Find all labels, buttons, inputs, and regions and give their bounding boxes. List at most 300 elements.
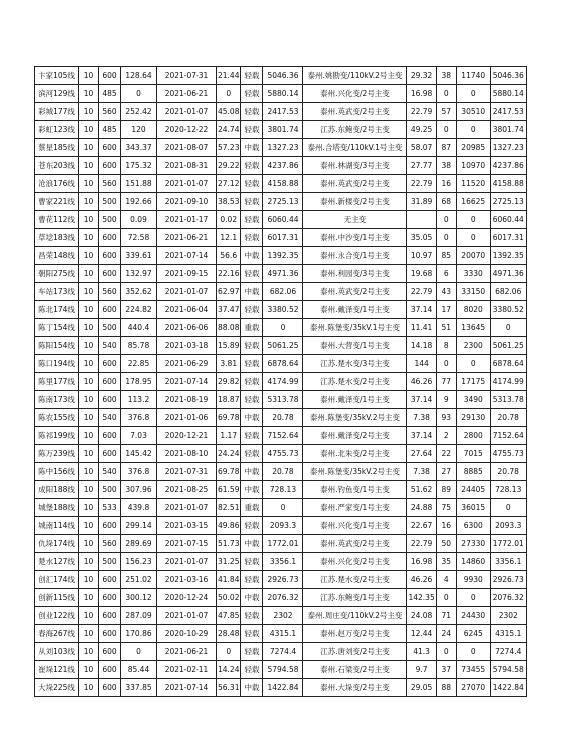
table-cell: 8885 (456, 463, 490, 481)
table-cell: 600 (99, 391, 121, 409)
table-cell: 陈祁199线 (35, 427, 79, 445)
table-row (35, 157, 527, 175)
table-cell: 轻载 (241, 211, 263, 229)
table-cell: 24 (436, 625, 456, 643)
table-cell: 2021-01-07 (157, 553, 217, 571)
table-cell: 0 (456, 211, 490, 229)
table-cell: 2021-07-14 (157, 679, 217, 697)
table-cell: 轻载 (241, 355, 263, 373)
table-cell: 江苏.东鲍变/2号主变 (303, 121, 407, 139)
table-row (35, 373, 527, 391)
table-cell: 0 (456, 643, 490, 661)
table-cell: 600 (99, 247, 121, 265)
table-cell: 4971.36 (263, 265, 303, 283)
table-cell: 2021-06-04 (157, 301, 217, 319)
table-cell: 6878.64 (490, 355, 526, 373)
table-cell: 88 (436, 679, 456, 697)
table-cell: 2093.3 (490, 517, 526, 535)
table-cell: 轻载 (241, 373, 263, 391)
table-cell: 56.31 (217, 679, 241, 697)
table-cell: 10 (79, 445, 99, 463)
table-cell (407, 211, 436, 229)
table-cell: 重载 (241, 499, 263, 517)
table-cell: 27.77 (407, 157, 436, 175)
table-cell: 18.87 (217, 391, 241, 409)
table-cell: 轻载 (241, 643, 263, 661)
table-cell: 20.78 (263, 463, 303, 481)
table-cell: 10 (79, 553, 99, 571)
table-cell: 728.13 (490, 481, 526, 499)
table-cell: 创新115线 (35, 589, 79, 607)
table-cell: 泰州.合塔变/110kV.1号主变 (303, 139, 407, 157)
table-cell: 14860 (456, 553, 490, 571)
table-cell: 287.09 (121, 607, 157, 625)
table-row (35, 391, 527, 409)
table-cell: 泰州.周庄变/110kV.2号主变 (303, 607, 407, 625)
table-cell: 85.78 (121, 337, 157, 355)
table-cell: 16 (436, 175, 456, 193)
table-cell: 22.79 (407, 103, 436, 121)
table-cell: 泰州.戴泽变/1号主变 (303, 301, 407, 319)
table-cell: 19.68 (407, 265, 436, 283)
table-cell: 29.05 (407, 679, 436, 697)
table-cell: 10 (79, 229, 99, 247)
table-cell: 41.84 (217, 571, 241, 589)
table-cell: 10 (79, 265, 99, 283)
table-cell: 35 (436, 553, 456, 571)
data-table (34, 66, 527, 697)
table-cell: 69.78 (217, 463, 241, 481)
table-cell: 0 (436, 85, 456, 103)
table-cell: 苍东203线 (35, 157, 79, 175)
table-row (35, 409, 527, 427)
table-cell: 2021-06-21 (157, 643, 217, 661)
table-cell: 3801.74 (263, 121, 303, 139)
table-cell: 500 (99, 193, 121, 211)
table-row (35, 283, 527, 301)
table-cell: 24.24 (217, 445, 241, 463)
table-row (35, 643, 527, 661)
table-cell: 中载 (241, 589, 263, 607)
table-cell: 泰州.永合变/1号主变 (303, 247, 407, 265)
table-cell: 0 (436, 589, 456, 607)
table-cell: 2725.13 (263, 193, 303, 211)
table-cell: 2076.32 (263, 589, 303, 607)
table-cell: 崔垛121线 (35, 661, 79, 679)
table-cell: 10 (79, 679, 99, 697)
table-cell: 3490 (456, 391, 490, 409)
table-cell: 2021-08-10 (157, 445, 217, 463)
table-cell: 120 (121, 121, 157, 139)
table-cell: 5313.78 (490, 391, 526, 409)
table-cell: 13645 (456, 319, 490, 337)
table-cell: 68 (436, 193, 456, 211)
table-cell: 轻载 (241, 571, 263, 589)
table-cell: 6017.31 (263, 229, 303, 247)
table-cell: 500 (99, 211, 121, 229)
table-cell: 2021-06-06 (157, 319, 217, 337)
table-cell: 24405 (456, 481, 490, 499)
table-cell: 7274.4 (263, 643, 303, 661)
table-row (35, 247, 527, 265)
table-cell: 10 (79, 103, 99, 121)
table-cell: 289.69 (121, 535, 157, 553)
table-cell: 22.79 (407, 283, 436, 301)
table-cell: 中载 (241, 409, 263, 427)
table-cell: 春海267线 (35, 625, 79, 643)
table-cell: 2021-01-07 (157, 175, 217, 193)
table-cell: 10 (79, 373, 99, 391)
table-cell: 16.98 (407, 553, 436, 571)
table-cell: 12.44 (407, 625, 436, 643)
table-cell: 陈农155线 (35, 409, 79, 427)
table-cell: 10 (79, 661, 99, 679)
table-cell: 600 (99, 517, 121, 535)
table-cell: 2302 (263, 607, 303, 625)
table-cell: 0 (217, 643, 241, 661)
table-cell: 62.97 (217, 283, 241, 301)
table-cell: 252.42 (121, 103, 157, 121)
table-cell: 0 (436, 121, 456, 139)
table-cell: 泰州.利园变/3号主变 (303, 265, 407, 283)
table-cell: 4237.86 (263, 157, 303, 175)
table-cell: 草埝183线 (35, 229, 79, 247)
table-cell: 创汇174线 (35, 571, 79, 589)
table-cell: 4174.99 (263, 373, 303, 391)
table-cell: 533 (99, 499, 121, 517)
table-cell: 0 (217, 85, 241, 103)
table-cell: 3.81 (217, 355, 241, 373)
table-cell: 5794.58 (490, 661, 526, 679)
table-cell: 泰州.中沙变/1号主变 (303, 229, 407, 247)
table-cell: 29.82 (217, 373, 241, 391)
table-cell: 7152.64 (490, 427, 526, 445)
table-cell: 泰州.林湖变/3号主变 (303, 157, 407, 175)
table-cell: 22.79 (407, 175, 436, 193)
table-cell: 0 (490, 319, 526, 337)
table-row (35, 211, 527, 229)
table-cell: 10 (79, 301, 99, 319)
table-cell: 14.18 (407, 337, 436, 355)
table-cell: 87 (436, 139, 456, 157)
table-cell: 500 (99, 481, 121, 499)
table-cell: 大垛225线 (35, 679, 79, 697)
table-cell: 9930 (456, 571, 490, 589)
table-cell: 485 (99, 85, 121, 103)
table-row (35, 481, 527, 499)
table-cell: 682.06 (263, 283, 303, 301)
table-row (35, 625, 527, 643)
table-cell: 泰州.戴泽变/2号主变 (303, 427, 407, 445)
table-row (35, 589, 527, 607)
table-cell: 泰州.赵万变/2号主变 (303, 625, 407, 643)
table-row (35, 229, 527, 247)
table-cell: 1.17 (217, 427, 241, 445)
table-cell: 10 (79, 607, 99, 625)
table-cell: 11520 (456, 175, 490, 193)
table-cell: 2021-08-25 (157, 481, 217, 499)
table-row (35, 661, 527, 679)
table-cell: 重载 (241, 319, 263, 337)
table-cell: 5880.14 (490, 85, 526, 103)
table-cell: 1392.35 (263, 247, 303, 265)
table-cell: 30510 (456, 103, 490, 121)
table-cell: 38.53 (217, 193, 241, 211)
table-cell: 泰州.姚勘变/110kV.2号主变 (303, 67, 407, 85)
table-cell: 2021-03-18 (157, 337, 217, 355)
table-cell: 47.85 (217, 607, 241, 625)
table-cell: 轻载 (241, 193, 263, 211)
table-row (35, 427, 527, 445)
table-row (35, 193, 527, 211)
table-cell: 2021-06-21 (157, 229, 217, 247)
table-cell: 6060.44 (263, 211, 303, 229)
table-cell: 22.85 (121, 355, 157, 373)
table-cell: 车站173线 (35, 283, 79, 301)
table-cell: 20.78 (490, 409, 526, 427)
table-cell: 128.64 (121, 67, 157, 85)
table-cell: 2021-09-15 (157, 265, 217, 283)
table-cell: 泰州.英武变/2号主变 (303, 175, 407, 193)
table-cell: 0 (263, 319, 303, 337)
table-cell: 51.62 (407, 481, 436, 499)
table-cell: 4158.88 (263, 175, 303, 193)
table-cell: 轻载 (241, 625, 263, 643)
table-cell: 9 (436, 391, 456, 409)
table-cell: 37.47 (217, 301, 241, 319)
table-cell: 77 (436, 373, 456, 391)
table-cell: 29.22 (217, 157, 241, 175)
table-cell: 192.66 (121, 193, 157, 211)
table-cell: 3356.1 (263, 553, 303, 571)
table-cell: 2021-07-14 (157, 373, 217, 391)
table-cell: 46.26 (407, 373, 436, 391)
table-cell: 轻载 (241, 67, 263, 85)
table-cell: 轻载 (241, 265, 263, 283)
table-cell: 滨河129线 (35, 85, 79, 103)
table-cell: 2 (436, 427, 456, 445)
table-cell: 5794.58 (263, 661, 303, 679)
table-cell: 61.59 (217, 481, 241, 499)
table-cell: 5046.36 (263, 67, 303, 85)
table-cell: 无主变 (303, 211, 407, 229)
table-cell: 中载 (241, 535, 263, 553)
table-cell: 泰州.石梁变/2号主变 (303, 661, 407, 679)
table-cell: 4755.73 (263, 445, 303, 463)
table-cell: 轻载 (241, 121, 263, 139)
table-cell: 16.98 (407, 85, 436, 103)
table-cell: 2021-09-10 (157, 193, 217, 211)
table-row (35, 445, 527, 463)
table-cell: 600 (99, 607, 121, 625)
table-cell: 中载 (241, 139, 263, 157)
table-cell: 88.08 (217, 319, 241, 337)
table-cell: 轻载 (241, 337, 263, 355)
table-cell: 6300 (456, 517, 490, 535)
table-cell: 75 (436, 499, 456, 517)
table-cell: 4158.88 (490, 175, 526, 193)
table-body (35, 67, 527, 697)
table-cell: 37.14 (407, 301, 436, 319)
table-cell: 16625 (456, 193, 490, 211)
table-cell: 2021-01-17 (157, 211, 217, 229)
table-cell: 2417.53 (263, 103, 303, 121)
table-cell: 560 (99, 535, 121, 553)
table-cell: 11.41 (407, 319, 436, 337)
table-cell: 陈中156线 (35, 463, 79, 481)
table-cell: 蔡星185线 (35, 139, 79, 157)
table-cell: 5313.78 (263, 391, 303, 409)
table-cell: 轻载 (241, 103, 263, 121)
table-row (35, 337, 527, 355)
table-cell: 2093.3 (263, 517, 303, 535)
table-cell: 10 (79, 499, 99, 517)
table-cell: 500 (99, 319, 121, 337)
table-row (35, 463, 527, 481)
table-cell: 泰州.北朱变/2号主变 (303, 445, 407, 463)
table-cell: 20.78 (490, 463, 526, 481)
table-row (35, 319, 527, 337)
table-cell: 376.8 (121, 409, 157, 427)
table-cell: 57.23 (217, 139, 241, 157)
table-cell: 56.6 (217, 247, 241, 265)
table-cell: 泰州.钓鱼变/1号主变 (303, 481, 407, 499)
table-cell: 49.86 (217, 517, 241, 535)
table-cell: 600 (99, 373, 121, 391)
table-cell: 江苏.楚水变/2号主变 (303, 373, 407, 391)
table-cell: 10970 (456, 157, 490, 175)
table-cell: 2926.73 (263, 571, 303, 589)
table-cell: 69.78 (217, 409, 241, 427)
table-cell: 58.07 (407, 139, 436, 157)
table-cell: 轻载 (241, 391, 263, 409)
table-cell: 10 (79, 391, 99, 409)
table-cell: 24.08 (407, 607, 436, 625)
table-cell: 陈丁154线 (35, 319, 79, 337)
table-cell: 7.38 (407, 409, 436, 427)
table-cell: 682.06 (490, 283, 526, 301)
table-cell: 轻载 (241, 427, 263, 445)
table-cell: 35.05 (407, 229, 436, 247)
table-cell: 泰州.兴化变/2号主变 (303, 85, 407, 103)
table-cell: 10 (79, 355, 99, 373)
table-cell: 泰州.陈堡变/35kV.1号主变 (303, 319, 407, 337)
table-cell: 20985 (456, 139, 490, 157)
table-cell: 10 (79, 139, 99, 157)
table-cell: 500 (99, 553, 121, 571)
table-cell: 中载 (241, 247, 263, 265)
table-cell: 中载 (241, 481, 263, 499)
table-cell: 2021-01-06 (157, 409, 217, 427)
table-cell: 2021-07-15 (157, 535, 217, 553)
table-cell: 251.02 (121, 571, 157, 589)
table-cell: 泰州.大营变/1号主变 (303, 337, 407, 355)
table-row (35, 499, 527, 517)
table-cell: 10 (79, 67, 99, 85)
table-cell: 成阳188线 (35, 481, 79, 499)
table-cell: 45.08 (217, 103, 241, 121)
table-cell: 从刘103线 (35, 643, 79, 661)
table-row (35, 355, 527, 373)
table-cell: 27070 (456, 679, 490, 697)
table-cell: 陈万239线 (35, 445, 79, 463)
table-cell: 0.02 (217, 211, 241, 229)
table-cell: 卞家105线 (35, 67, 79, 85)
table-cell: 0.09 (121, 211, 157, 229)
table-cell: 21.44 (217, 67, 241, 85)
table-cell: 昌荣148线 (35, 247, 79, 265)
table-cell: 0 (456, 121, 490, 139)
table-cell: 10 (79, 463, 99, 481)
table-cell: 0 (436, 355, 456, 373)
table-cell: 4 (436, 571, 456, 589)
table-cell: 5046.36 (490, 67, 526, 85)
table-cell: 1772.01 (263, 535, 303, 553)
table-cell: 泰州.兴化变/1号主变 (303, 517, 407, 535)
table-cell: 泰州.戴泽变/1号主变 (303, 391, 407, 409)
table-cell: 2020-12-21 (157, 427, 217, 445)
table-cell: 轻载 (241, 661, 263, 679)
table-cell: 1422.84 (490, 679, 526, 697)
table-cell: 10 (79, 247, 99, 265)
table-cell: 540 (99, 409, 121, 427)
table-cell: 144 (407, 355, 436, 373)
table-cell: 2021-07-31 (157, 463, 217, 481)
table-cell: 22 (436, 445, 456, 463)
table-cell: 2076.32 (490, 589, 526, 607)
table-cell: 10 (79, 625, 99, 643)
table-cell: 泰州.新楼变/2号主变 (303, 193, 407, 211)
table-cell: 10 (79, 211, 99, 229)
table-cell: 50 (436, 535, 456, 553)
table-cell: 10 (79, 283, 99, 301)
table-cell: 2021-08-07 (157, 139, 217, 157)
table-cell: 600 (99, 67, 121, 85)
table-cell: 3330 (456, 265, 490, 283)
table-cell: 10 (79, 481, 99, 499)
table-cell: 0 (456, 589, 490, 607)
table-cell: 5880.14 (263, 85, 303, 103)
table-row (35, 553, 527, 571)
table-cell: 175.32 (121, 157, 157, 175)
table-cell: 24.88 (407, 499, 436, 517)
table-cell: 6878.64 (263, 355, 303, 373)
table-cell: 8020 (456, 301, 490, 319)
table-cell: 16 (436, 517, 456, 535)
table-cell: 陈里177线 (35, 373, 79, 391)
table-cell: 江苏.楚水变/2号主变 (303, 571, 407, 589)
table-cell: 113.2 (121, 391, 157, 409)
table-cell: 376.8 (121, 463, 157, 481)
table-cell: 6017.31 (490, 229, 526, 247)
table-cell: 泰州.陈堡变/35kV.2号主变 (303, 409, 407, 427)
table-cell: 2021-01-07 (157, 283, 217, 301)
table-cell: 陈阳154线 (35, 337, 79, 355)
table-cell: 560 (99, 283, 121, 301)
table-cell: 0 (121, 643, 157, 661)
table-cell: 14.24 (217, 661, 241, 679)
table-cell: 51 (436, 319, 456, 337)
table-cell: 49.25 (407, 121, 436, 139)
table-cell: 2020-12-24 (157, 589, 217, 607)
table-cell: 560 (99, 103, 121, 121)
table-cell: 1327.23 (263, 139, 303, 157)
table-cell: 170.86 (121, 625, 157, 643)
table-cell: 24.74 (217, 121, 241, 139)
table-cell: 2417.53 (490, 103, 526, 121)
table-cell: 2021-07-14 (157, 247, 217, 265)
table-cell: 1422.84 (263, 679, 303, 697)
